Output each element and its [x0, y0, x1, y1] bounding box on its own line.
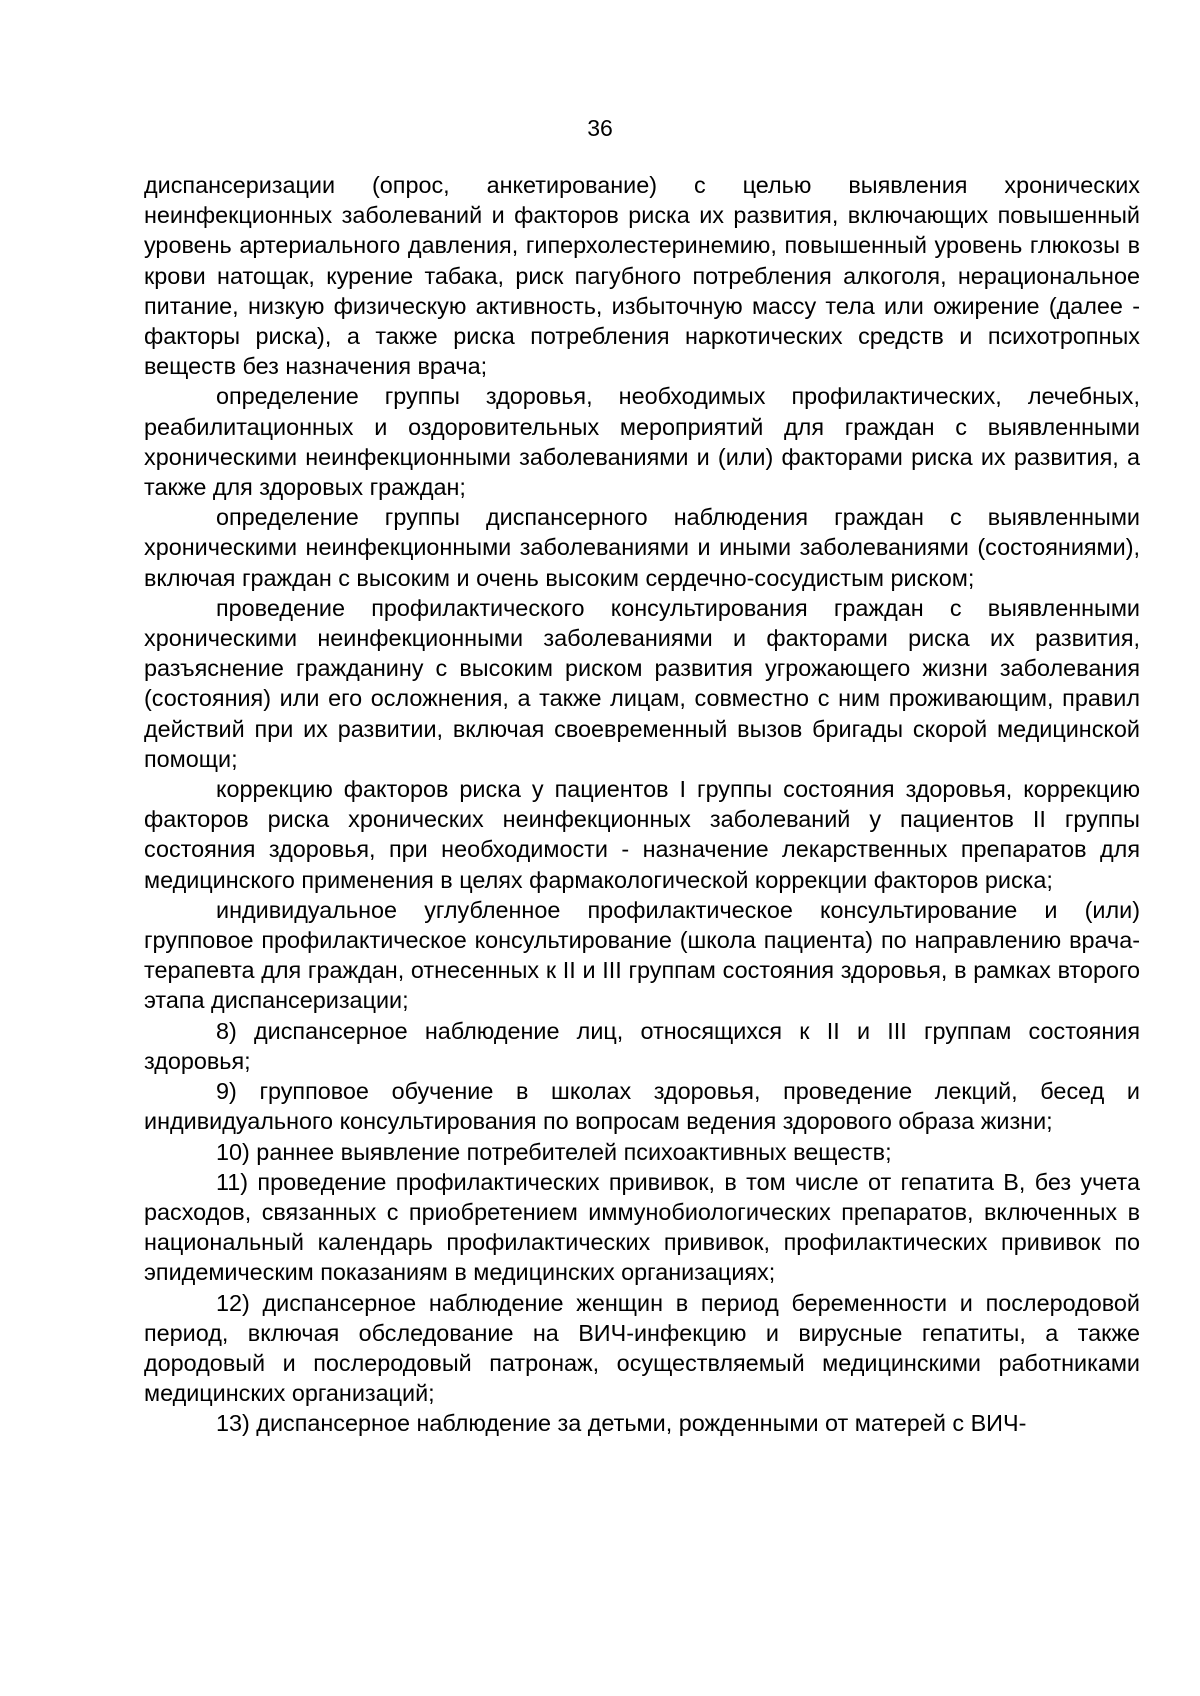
paragraph-preventive-counseling: проведение профилактического консультирования граждан с выявленными хроническими неинфекционными заболеваниями и факторами риска их развития, разъяснение гражданину с высоким риском развития угрожающего жизни заболевания (состояния) или его осложнения, а также лицам, совместно с ним проживающим, правил действий при их развитии, включая своевременный вызов бригады скорой медицинской помощи;	[144, 594, 1140, 772]
paragraph-item-9: 9) групповое обучение в школах здоровья, проведение лекций, бесед и индивидуального консультирования по вопросам ведения здорового образа жизни;	[144, 1078, 1140, 1135]
page-number: 36	[587, 115, 613, 141]
paragraph-item-12: 12) диспансерное наблюдение женщин в период беременности и послеродовой период, включая обследование на ВИЧ-инфекцию и вирусные гепатиты, а также дородовый и послеродовый патронаж, осуществляемый медицинскими работниками медицинских организаций;	[144, 1289, 1140, 1407]
paragraph-health-group: определение группы здоровья, необходимых профилактических, лечебных, реабилитационных и оздоровительных мероприятий для граждан с выявленными хроническими неинфекционными заболеваниями и (или) факторами риска их развития, а также для здоровых граждан;	[144, 383, 1140, 501]
paragraph-item-11: 11) проведение профилактических прививок, в том числе от гепатита В, без учета расходов, связанных с приобретением иммунобиологических препаратов, включенных в национальный календарь профилактических прививок, профилактических прививок по эпидемическим показаниям в медицинских организациях;	[144, 1168, 1140, 1286]
paragraph-item-8: 8) диспансерное наблюдение лиц, относящихся к II и III группам состояния здоровья;	[144, 1017, 1140, 1074]
document-body	[144, 170, 1140, 1439]
paragraph-item-10: 10) раннее выявление потребителей психоактивных веществ;	[216, 1138, 892, 1165]
paragraph-observation-group: определение группы диспансерного наблюдения граждан с выявленными хроническими неинфекционными заболеваниями и иными заболеваниями (состояниями), включая граждан с высоким и очень высоким сердечно-сосудистым риском;	[144, 504, 1140, 591]
paragraph-dispanserization-continuation: диспансеризации (опрос, анкетирование) с целью выявления хронических неинфекционных заболеваний и факторов риска их развития, включающих повышенный уровень артериального давления, гиперхолестеринемию, повышенный уровень глюкозы в крови натощак, курение табака, риск пагубного потребления алкоголя, нерациональное питание, низкую физическую активность, избыточную массу тела или ожирение (далее - факторы риска), а также риска потребления наркотических средств и психотропных веществ без назначения врача;	[144, 172, 1140, 380]
paragraph-item-13: 13) диспансерное наблюдение за детьми, рожденными от матерей с ВИЧ-	[216, 1410, 1027, 1437]
paragraph-individual-counseling: индивидуальное углубленное профилактическое консультирование и (или) групповое профилактическое консультирование (школа пациента) по направлению врача-терапевта для граждан, отнесенных к II и III группам состояния здоровья, в рамках второго этапа диспансеризации;	[144, 896, 1140, 1014]
paragraph-risk-correction: коррекцию факторов риска у пациентов I группы состояния здоровья, коррекцию факторов риска хронических неинфекционных заболеваний у пациентов II группы состояния здоровья, при необходимости - назначение лекарственных препаратов для медицинского применения в целях фармакологической коррекции факторов риска;	[144, 776, 1140, 893]
